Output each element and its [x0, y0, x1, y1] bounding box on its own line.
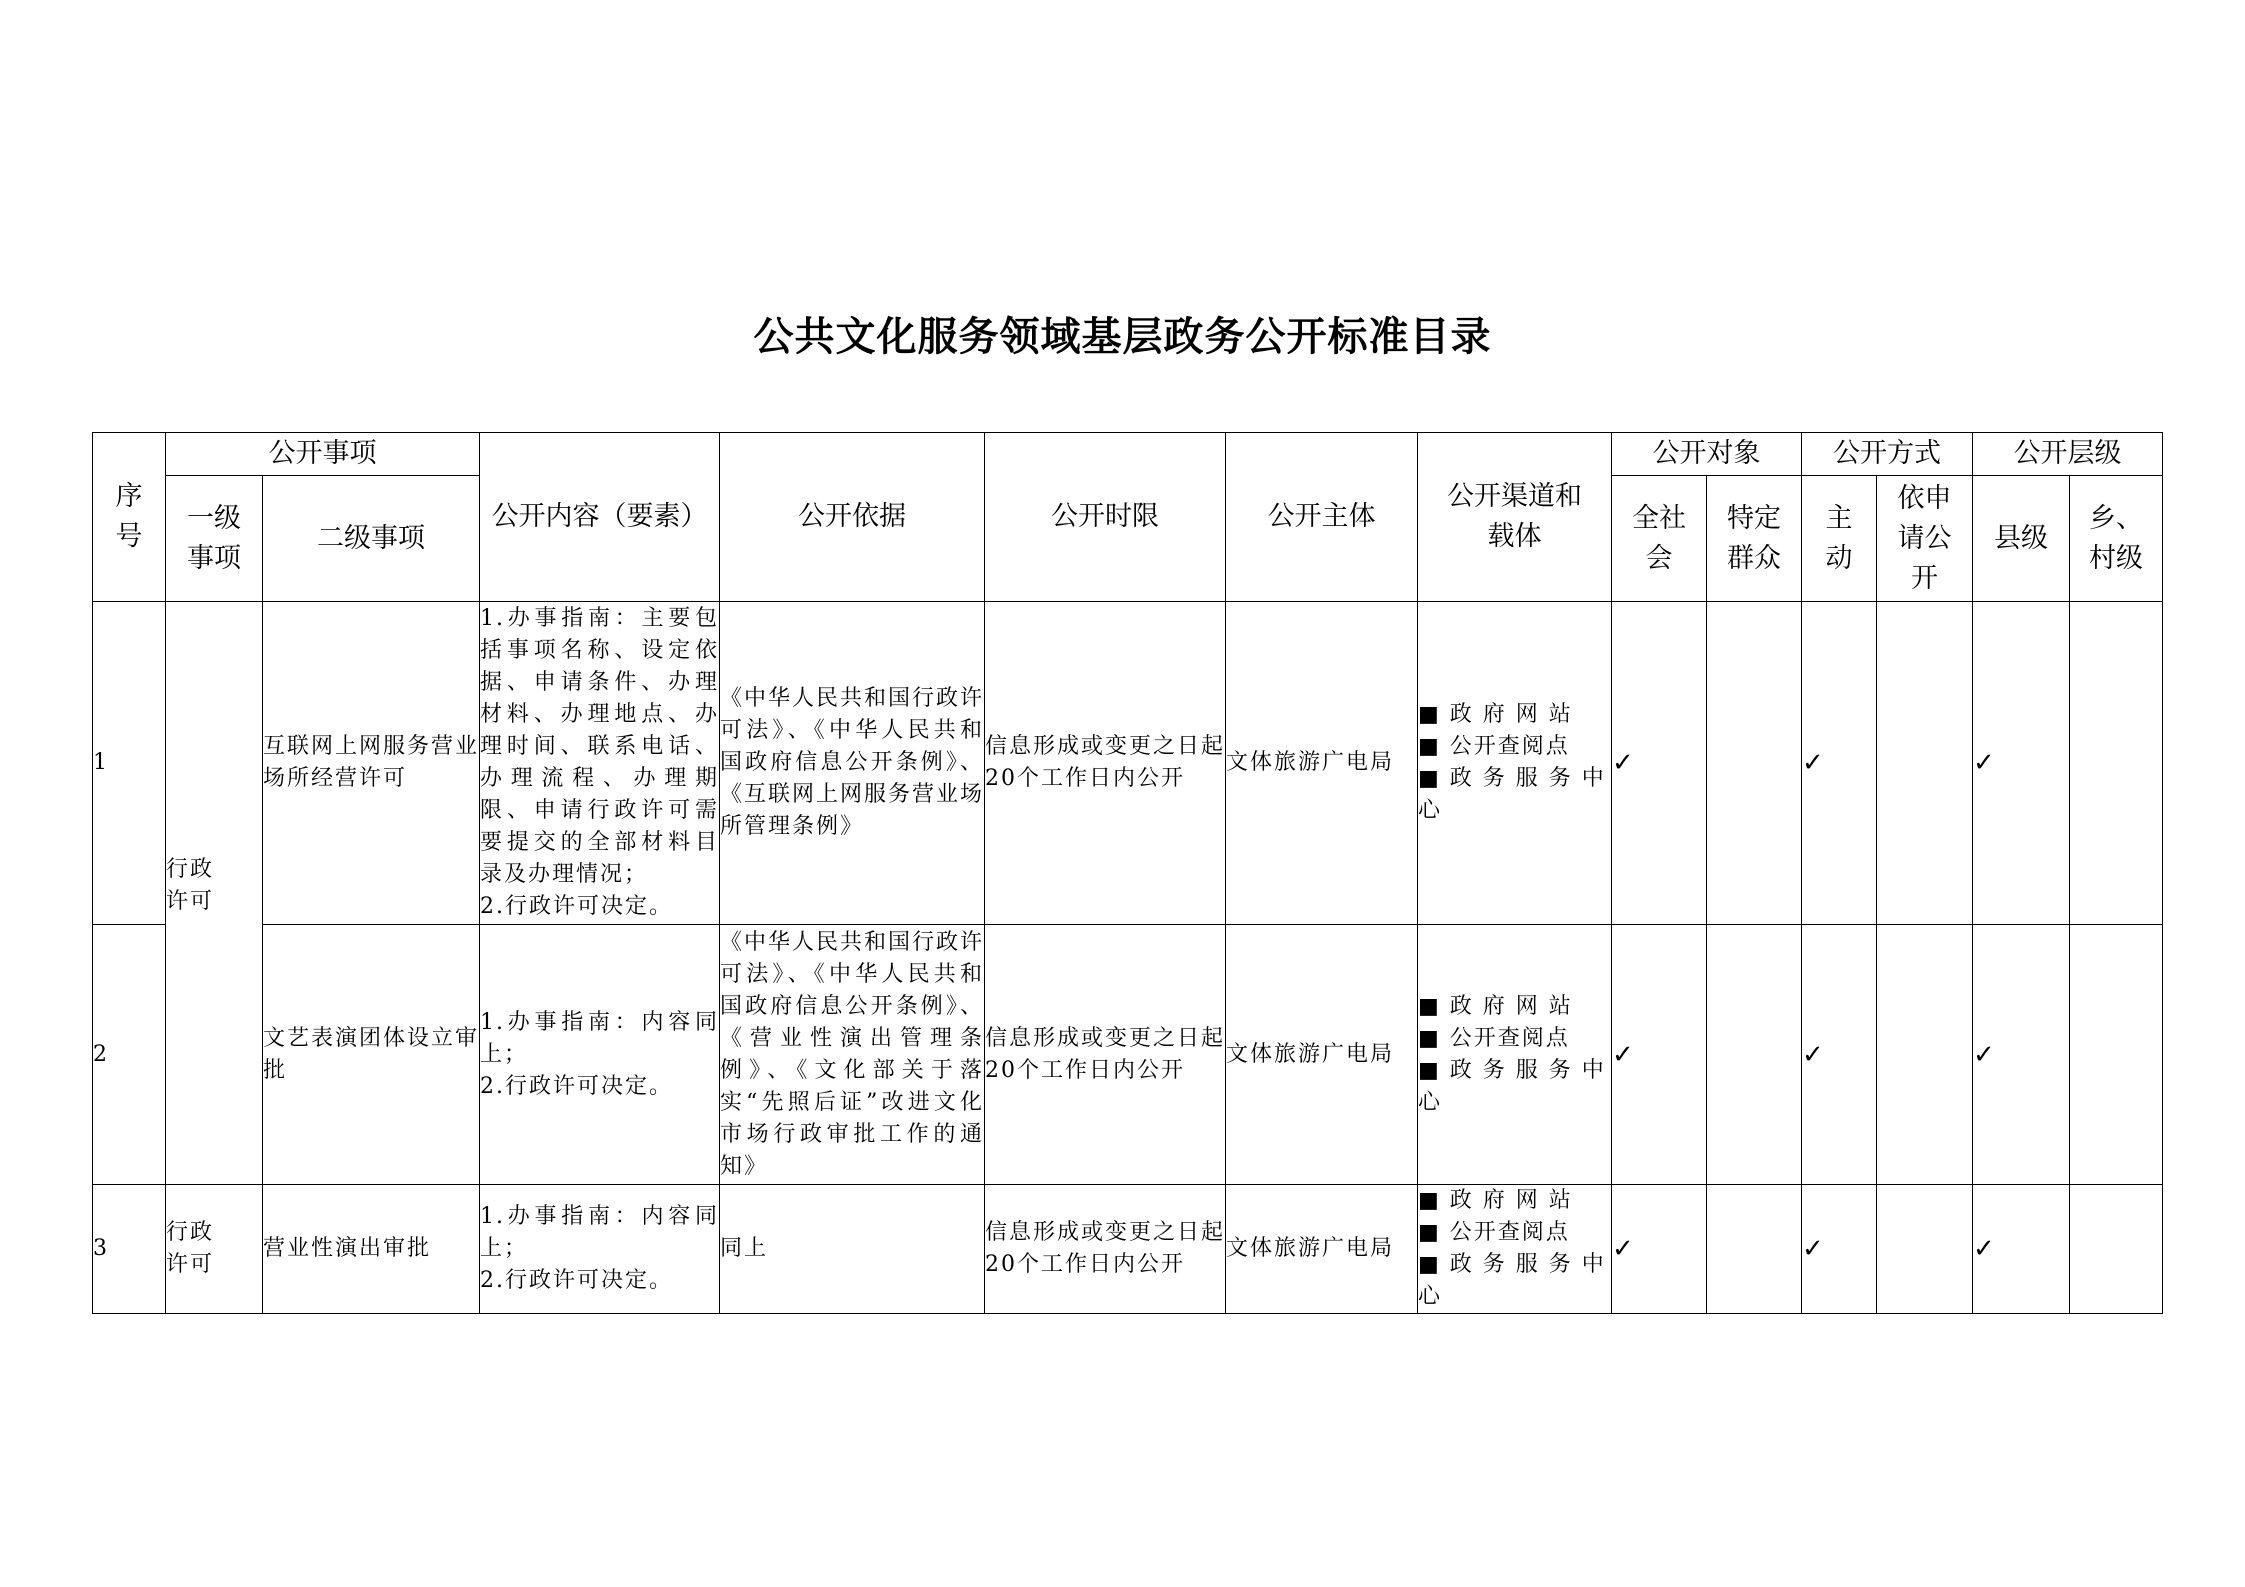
- row-subject: 文体旅游广电局: [1226, 925, 1418, 1185]
- check-mark: ✓: [1802, 925, 1877, 1185]
- header-channel: 公开渠道和 载体: [1418, 433, 1612, 602]
- row-seq: 1: [93, 602, 166, 925]
- header-method-group: 公开方式: [1802, 433, 1973, 476]
- check-mark: ✓: [1973, 602, 2070, 925]
- row-content: 1.办事指南：主要包括事项名称、设定依据、申请条件、办理材料、办理地点、办理时间、联系电话、办理流程、办理期限、申请行政许可需要提交的全部材料目录及办理情况； 2.行政许可决定。: [480, 602, 720, 925]
- row-seq: 3: [93, 1185, 166, 1314]
- header-row-1: [93, 433, 2163, 476]
- table-row: [93, 1185, 2163, 1314]
- row-township: [2070, 1185, 2163, 1314]
- row-time-limit: 信息形成或变更之日起20个工作日内公开: [985, 1185, 1226, 1314]
- row-basis: 《中华人民共和国行政许可法》、《中华人民共和国政府信息公开条例》、《营业性演出管理条例》、《文化部关于落实“先照后证”改进文化市场行政审批工作的通知》: [720, 925, 985, 1185]
- header-all-society: 全社 会: [1612, 476, 1707, 602]
- row-basis: 《中华人民共和国行政许可法》、《中华人民共和国政府信息公开条例》、《互联网上网服务营业场所管理条例》: [720, 602, 985, 925]
- check-mark: ✓: [1973, 925, 2070, 1185]
- row-level2: 互联网上网服务营业场所经营许可: [263, 602, 480, 925]
- row-content: 1.办事指南：内容同上； 2.行政许可决定。: [480, 925, 720, 1185]
- header-basis: 公开依据: [720, 433, 985, 602]
- row-basis: 同上: [720, 1185, 985, 1314]
- header-specific-group: 特定 群众: [1707, 476, 1802, 602]
- header-subject: 公开主体: [1226, 433, 1418, 602]
- row-subject: 文体旅游广电局: [1226, 602, 1418, 925]
- row-channel: ■ 政 府 网 站 ■ 公开查阅点 ■ 政 务 服 务 中 心: [1418, 1185, 1612, 1314]
- header-seq: 序 号: [93, 433, 166, 602]
- header-time-limit: 公开时限: [985, 433, 1226, 602]
- row-specific-group: [1707, 925, 1802, 1185]
- header-object-group: 公开对象: [1612, 433, 1802, 476]
- row-channel: ■ 政 府 网 站 ■ 公开查阅点 ■ 政 务 服 务 中 心: [1418, 925, 1612, 1185]
- row-on-request: [1877, 1185, 1973, 1314]
- directory-table: [92, 432, 2163, 1314]
- header-county: 县级: [1973, 476, 2070, 602]
- header-level1: 一级 事项: [166, 476, 263, 602]
- row-level2: 文艺表演团体设立审批: [263, 925, 480, 1185]
- row-level2: 营业性演出审批: [263, 1185, 480, 1314]
- header-level-group: 公开层级: [1973, 433, 2163, 476]
- row-level1: 行政 许可: [166, 1185, 263, 1314]
- row-channel: ■ 政 府 网 站 ■ 公开查阅点 ■ 政 务 服 务 中 心: [1418, 602, 1612, 925]
- row-specific-group: [1707, 1185, 1802, 1314]
- table-row: [93, 925, 2163, 1185]
- document-title: 公共文化服务领域基层政务公开标准目录: [753, 313, 1492, 360]
- header-township: 乡、 村级: [2070, 476, 2163, 602]
- row-time-limit: 信息形成或变更之日起20个工作日内公开: [985, 602, 1226, 925]
- row-on-request: [1877, 602, 1973, 925]
- table-row: [93, 602, 2163, 925]
- check-mark: ✓: [1802, 1185, 1877, 1314]
- header-items-group: 公开事项: [166, 433, 480, 476]
- row-content: 1.办事指南：内容同上； 2.行政许可决定。: [480, 1185, 720, 1314]
- row-township: [2070, 925, 2163, 1185]
- row-subject: 文体旅游广电局: [1226, 1185, 1418, 1314]
- header-level2: 二级事项: [263, 476, 480, 602]
- check-mark: ✓: [1612, 602, 1707, 925]
- check-mark: ✓: [1802, 602, 1877, 925]
- check-mark: ✓: [1973, 1185, 2070, 1314]
- row-specific-group: [1707, 602, 1802, 925]
- header-content: 公开内容（要素）: [480, 433, 720, 602]
- check-mark: ✓: [1612, 925, 1707, 1185]
- row-time-limit: 信息形成或变更之日起20个工作日内公开: [985, 925, 1226, 1185]
- row-level1: 行政 许可: [166, 602, 263, 1185]
- check-mark: ✓: [1612, 1185, 1707, 1314]
- row-seq: 2: [93, 925, 166, 1185]
- header-active: 主 动: [1802, 476, 1877, 602]
- header-on-request: 依申 请公 开: [1877, 476, 1973, 602]
- row-on-request: [1877, 925, 1973, 1185]
- row-township: [2070, 602, 2163, 925]
